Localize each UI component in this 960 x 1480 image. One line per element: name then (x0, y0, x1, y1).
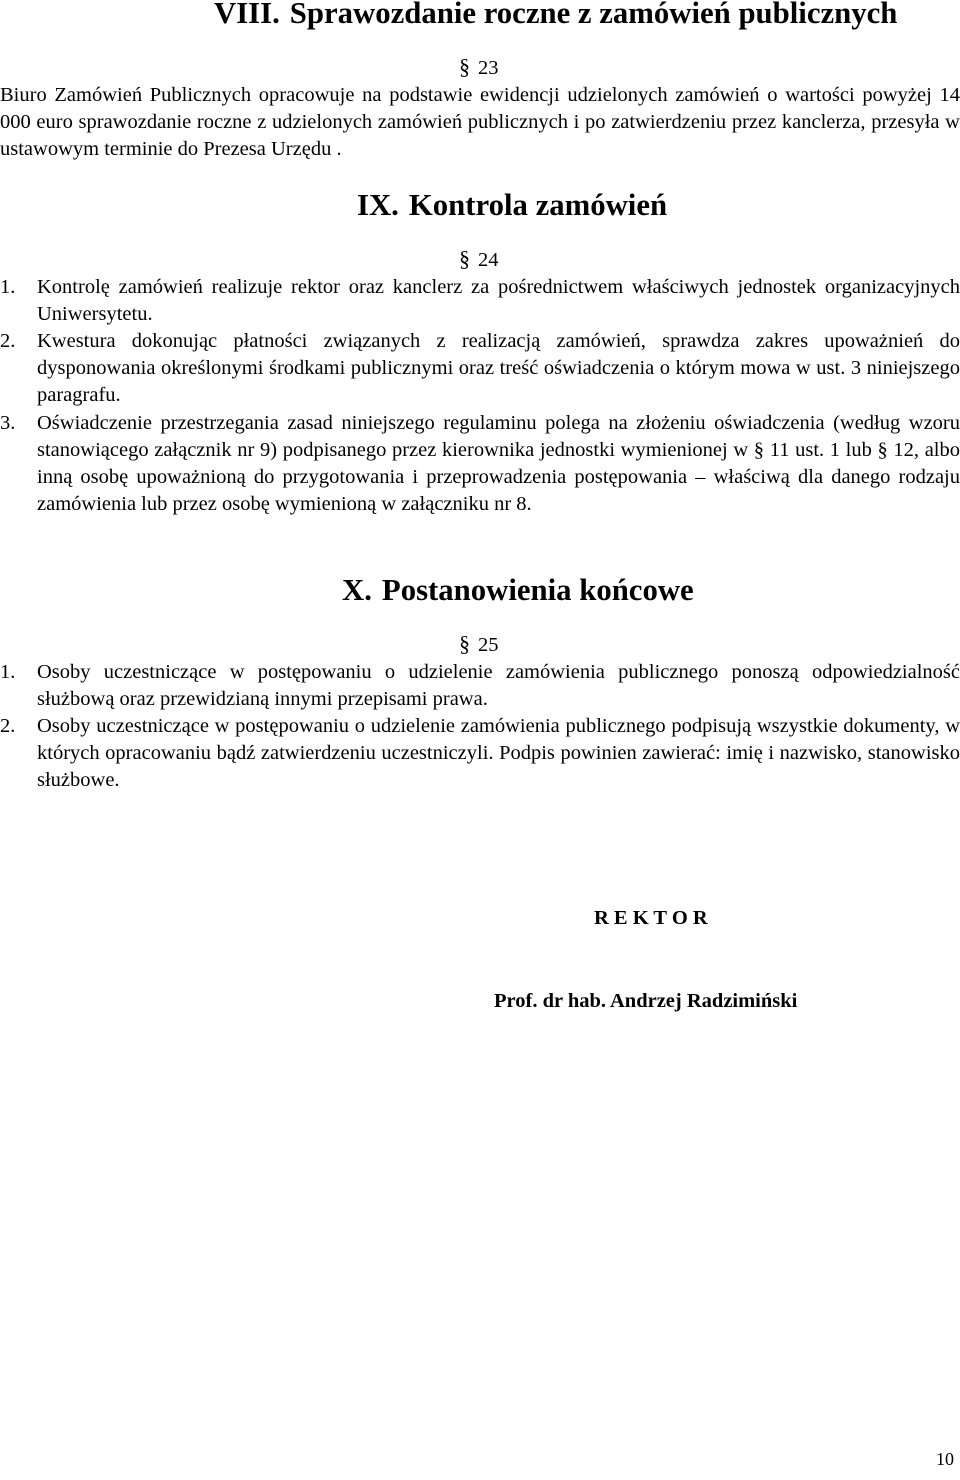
section-sign-icon: § (459, 631, 470, 656)
paragraph-23-number: 23 (478, 57, 499, 79)
list-item (0, 410, 960, 518)
paragraph-25-number: 25 (478, 634, 499, 656)
item-number: 2. (0, 715, 16, 737)
section-ix-heading (357, 188, 668, 222)
section-x-number: X. (342, 573, 372, 607)
section-ix-title: Kontrola zamówień (408, 188, 668, 222)
page-number: 10 (936, 1449, 954, 1469)
item-number: 3. (0, 412, 16, 434)
list-item (0, 328, 960, 409)
signature-role: R E K T O R (594, 907, 708, 929)
paragraph-24-mark (459, 245, 499, 274)
paragraph-23-mark (459, 53, 499, 82)
item-text: Oświadczenie przestrzegania zasad niniejszego regulaminu polega na złożeniu oświadczenia (według wzoru stanowiącego załącznik nr 9) podpisanego przez kierownika jednostki wymienionej w § 11 ust. 1 lub § 12, albo inną osobę upoważnioną do przygotowania i przeprowadzenia postępowania – właściwą dla danego rodzaju zamówienia lub przez osobę wymienioną w załączniku nr 8. (37, 412, 960, 515)
section-viii-title: Sprawozdanie roczne z zamówień publicznych (289, 0, 898, 30)
signature-name: Prof. dr hab. Andrzej Radzimiński (494, 990, 798, 1012)
item-number: 1. (0, 661, 16, 683)
item-number: 2. (0, 330, 16, 352)
paragraph-24-number: 24 (478, 249, 499, 271)
section-sign-icon: § (459, 54, 470, 79)
list-item (0, 659, 960, 713)
section-x-title: Postanowienia końcowe (381, 573, 694, 607)
section-sign-icon: § (459, 246, 470, 271)
section-x-heading (342, 573, 694, 607)
list-item (0, 274, 960, 328)
paragraph-23-text: Biuro Zamówień Publicznych opracowuje na podstawie ewidencji udzielonych zamówień o wartości powyżej 14 000 euro sprawozdanie roczne z udzielonych zamówień publicznych i po zatwierdzeniu przez kanclerza, przesyła w ustawowym terminie do Prezesa Urzędu . (0, 84, 960, 160)
list-item (0, 713, 960, 794)
item-text: Kwestura dokonując płatności związanych z realizacją zamówień, sprawdza zakres upoważnień do dysponowania określonymi środkami publicznymi oraz treść oświadczenia o którym mowa w ust. 3 niniejszego paragrafu. (37, 330, 960, 406)
item-text: Osoby uczestniczące w postępowaniu o udzielenie zamówienia publicznego podpisują wszystkie dokumenty, w których opracowaniu bądź zatwierdzeniu uczestniczyli. Podpis powinien zawierać: imię i nazwisko, stanowisko służbowe. (37, 715, 960, 791)
item-text: Osoby uczestniczące w postępowaniu o udzielenie zamówienia publicznego ponoszą odpowiedzialność służbową oraz przewidzianą innymi przepisami prawa. (37, 661, 960, 710)
item-text: Kontrolę zamówień realizuje rektor oraz kanclerz za pośrednictwem właściwych jednostek organizacyjnych Uniwersytetu. (37, 276, 960, 325)
paragraph-25-mark (459, 630, 499, 659)
section-viii-heading (214, 0, 898, 30)
item-number: 1. (0, 276, 16, 298)
section-ix-number: IX. (357, 188, 399, 222)
section-viii-number: VIII. (214, 0, 280, 30)
